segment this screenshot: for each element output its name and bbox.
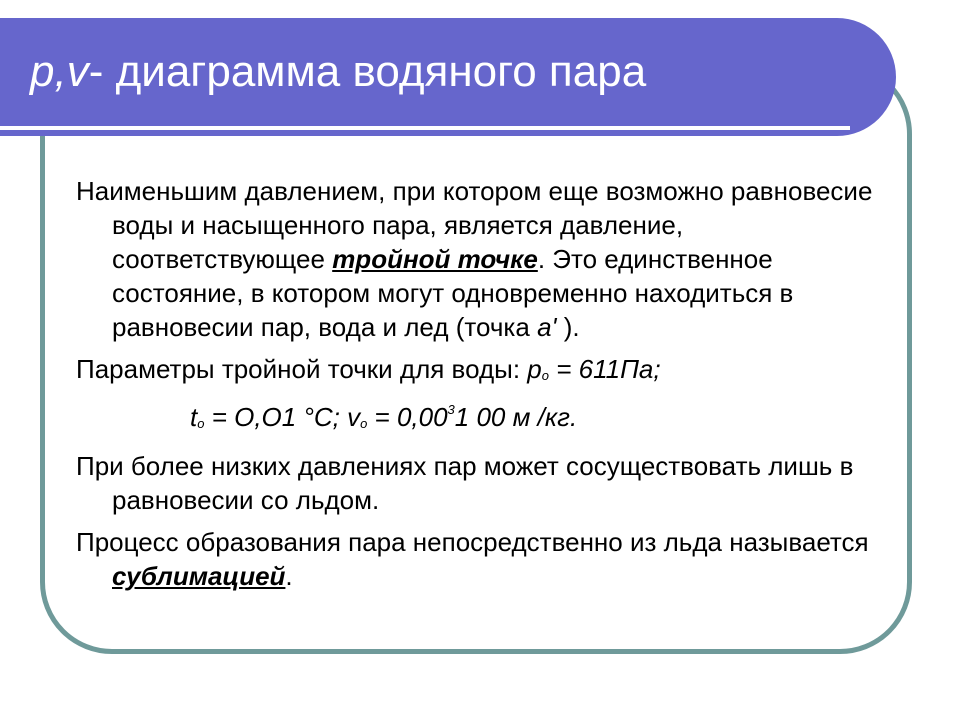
temperature-value: = О,О1 °С; <box>204 402 348 432</box>
point-label: а' <box>537 312 557 342</box>
volume-value: = 0,00 <box>367 402 448 432</box>
pressure-value: = 611Па; <box>548 354 661 384</box>
text-segment: . Это единственное состояние, в котором могут одновременно находиться в равновесии пар, вода и лед (точка <box>112 244 794 342</box>
title-text: - диаграмма водяного пара <box>88 47 647 96</box>
text-segment: . <box>285 561 293 591</box>
pressure-symbol: p <box>527 354 542 384</box>
text-segment: ). <box>556 312 580 342</box>
text-segment: Процесс образования пара непосредственно из льда называется <box>76 527 869 557</box>
temperature-subscript: o <box>197 416 205 431</box>
text-segment: Наименьшим давлением, при котором еще возможно равновесие воды и насыщенного пара, является давление, соответствующее <box>76 176 873 274</box>
paragraph-low-pressure: При более низких давлениях пар может сосуществовать лишь в равновесии со льдом. <box>76 451 854 515</box>
paragraph-triple-point <box>76 174 876 344</box>
term-sublimation: сублимацией <box>112 561 286 591</box>
pressure-parameter <box>527 354 660 384</box>
slide-title <box>30 47 647 96</box>
pressure-subscript: o <box>541 368 549 383</box>
volume-unit: /кг. <box>530 402 578 432</box>
slide-content <box>76 174 876 601</box>
volume-value-rest: 1 00 м <box>454 402 531 432</box>
title-underline <box>0 126 850 130</box>
term-triple-point: тройной точке <box>332 244 538 274</box>
paragraph-sublimation <box>76 525 876 593</box>
temperature-symbol: t <box>190 402 198 432</box>
volume-subscript: o <box>360 416 368 431</box>
parameters-label: Параметры тройной точки для воды: <box>76 354 528 384</box>
paragraph-parameters-line2 <box>76 393 876 441</box>
volume-symbol: v <box>347 402 361 432</box>
paragraph-parameters <box>76 352 876 393</box>
volume-superscript: 3 <box>447 402 455 417</box>
title-variables: p,v <box>30 47 89 96</box>
